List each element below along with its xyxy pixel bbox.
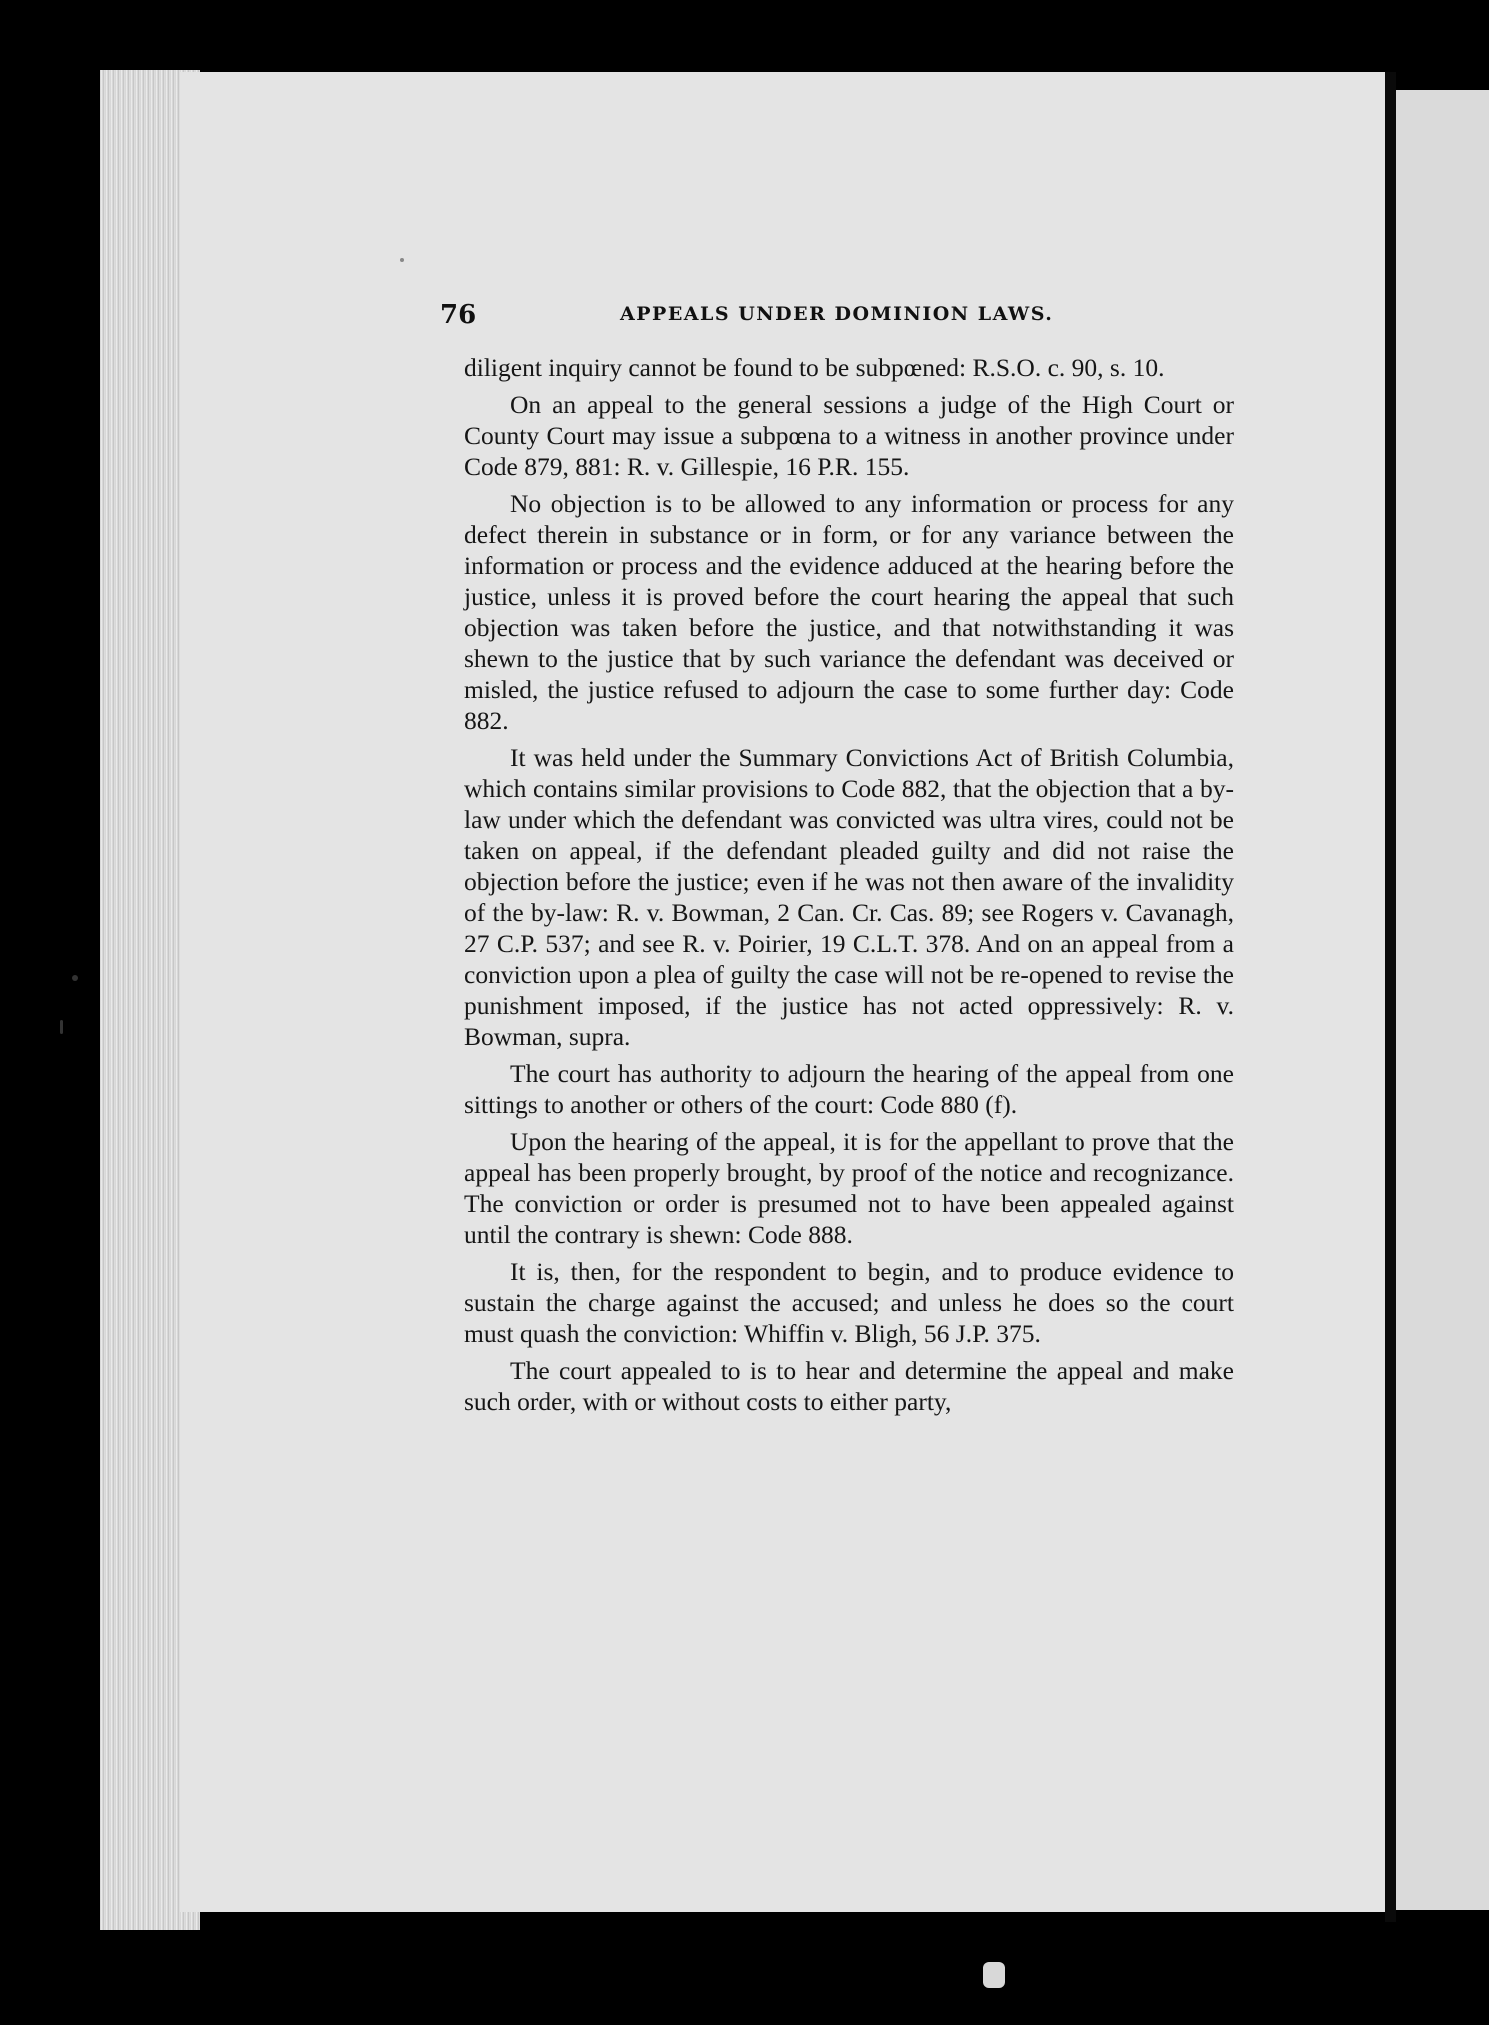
margin-mark <box>60 1020 63 1034</box>
running-head: APPEALS UNDER DOMINION LAWS. <box>620 303 1054 325</box>
page-number: 76 <box>440 300 477 330</box>
margin-mark <box>72 975 78 981</box>
facing-page-edge <box>1396 90 1489 1910</box>
margin-mark <box>400 258 404 262</box>
paragraph: The court has authority to adjourn the hearing of the appeal from one sittings to another or others of the court: Code 880 (f). <box>464 1059 1234 1119</box>
paragraph: The court appealed to is to hear and determine the appeal and make such order, with or without costs to either party, <box>464 1356 1234 1416</box>
paragraph: diligent inquiry cannot be found to be subpœned: R.S.O. c. 90, s. 10. <box>464 353 1165 382</box>
paragraph: It is, then, for the respondent to begin, and to produce evidence to sustain the charge against the accused; and unless he does so the court must quash the conviction: Whiffin v. Bligh, 56 J.P. 375. <box>464 1257 1234 1348</box>
paragraph: It was held under the Summary Convictions Act of British Columbia, which contains similar provisions to Code 882, that the objection that a by-law under which the defendant was convicted was ultra vires, could not be taken on appeal, if the defendant pleaded guilty and did not raise the objection before the justice; even if he was not then aware of the invalidity of the by-law: R. v. Bowman, 2 Can. Cr. Cas. 89; see Rogers v. Cavanagh, 27 C.P. 537; and see R. v. Poirier, 19 C.L.T. 378. And on an appeal from a conviction upon a plea of guilty the case will not be re-opened to revise the punishment imposed, if the justice has not acted oppressively: R. v. Bowman, supra. <box>464 743 1234 1051</box>
paragraph: On an appeal to the general sessions a judge of the High Court or County Court may issue a subpœna to a witness in another province under Code 879, 881: R. v. Gillespie, 16 P.R. 155. <box>464 390 1234 481</box>
scan-smudge <box>983 1962 1005 1988</box>
page-header <box>440 300 1240 340</box>
paragraph: No objection is to be allowed to any information or process for any defect therein in substance or in form, or for any variance between the information or process and the evidence adduced at the hearing before the justice, unless it is proved before the court hearing the appeal that such objection was taken before the justice, and that notwithstanding it was shewn to the justice that by such variance the defendant was deceived or misled, the justice refused to adjourn the case to some further day: Code 882. <box>464 489 1234 735</box>
book-gutter <box>1385 72 1396 1922</box>
body-text <box>464 352 1234 1423</box>
paragraph: Upon the hearing of the appeal, it is for the appellant to prove that the appeal has been properly brought, by proof of the notice and recognizance. The conviction or order is presumed not to have been appealed against until the contrary is shewn: Code 888. <box>464 1127 1234 1249</box>
